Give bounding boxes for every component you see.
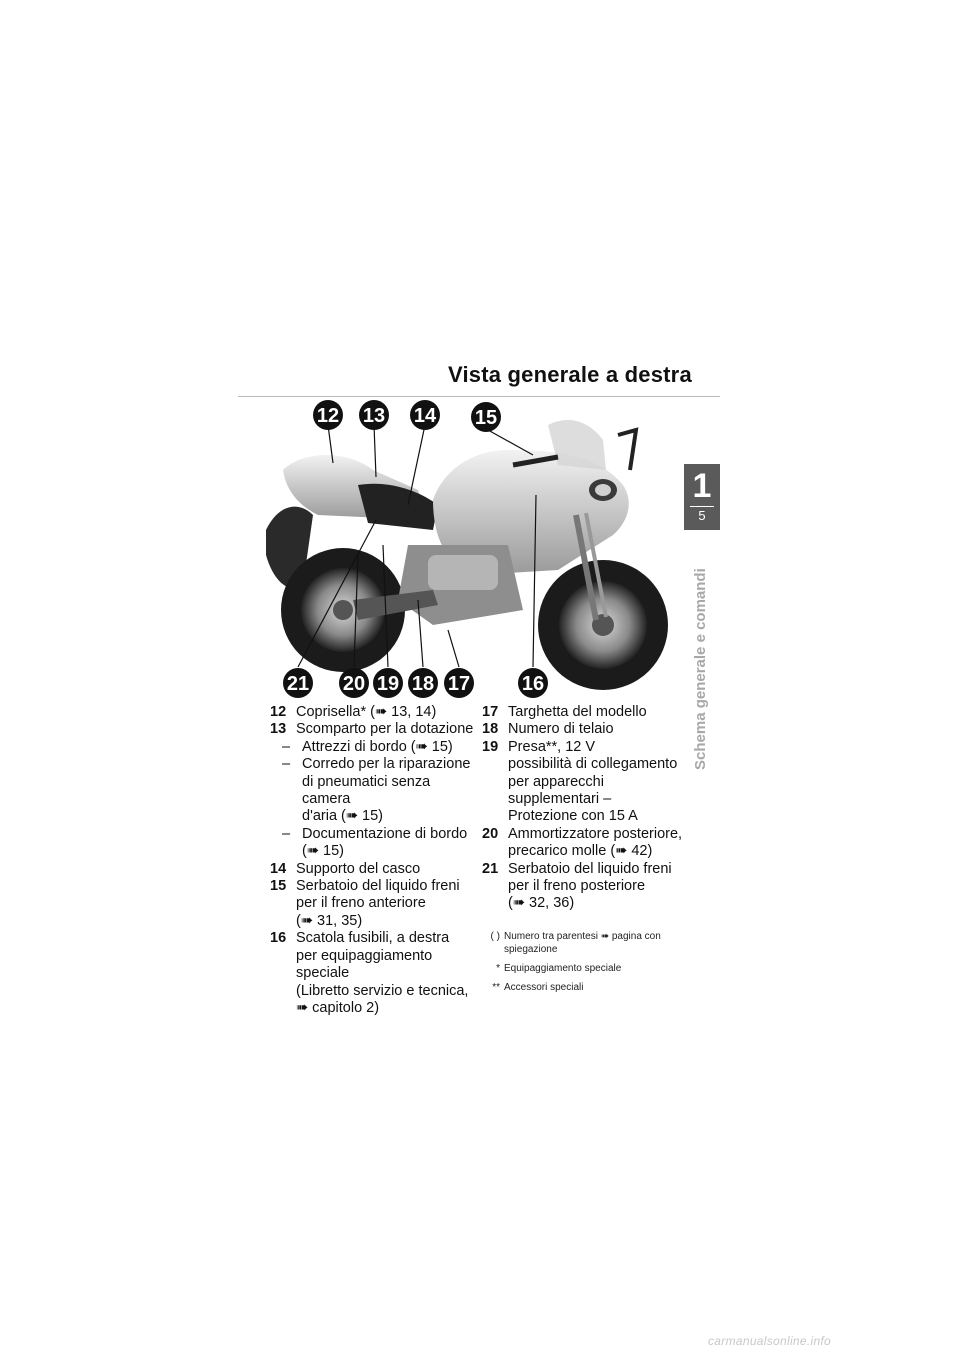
footer-watermark: carmanualsonline.info bbox=[708, 1334, 832, 1348]
list-subitem: – Documentazione di bordo (➠ 15) bbox=[282, 825, 468, 860]
svg-text:21: 21 bbox=[286, 673, 310, 695]
svg-text:12: 12 bbox=[316, 405, 340, 427]
svg-text:13: 13 bbox=[362, 405, 386, 427]
list-subitem: – Corredo per la riparazione di pneumatici senza camera d'aria (➠ 15) bbox=[282, 756, 471, 825]
callout-19 bbox=[373, 668, 403, 698]
list-item-12: 12 Coprisella* (➠ 13, 14) bbox=[270, 704, 437, 720]
motorcycle-photo bbox=[258, 395, 678, 700]
svg-text:17: 17 bbox=[447, 673, 471, 695]
svg-text:14: 14 bbox=[413, 405, 437, 427]
list-item-20: 20 Ammortizzatore posteriore, precarico molle (➠ 42) bbox=[482, 825, 683, 860]
callout-12 bbox=[313, 400, 343, 430]
page-title: Vista generale a destra bbox=[448, 362, 692, 387]
list-item-17: 17 Targhetta del modello bbox=[482, 704, 647, 720]
callout-17 bbox=[444, 668, 474, 698]
legend-list-left bbox=[270, 704, 480, 1017]
callout-14 bbox=[410, 400, 440, 430]
page-number: 5 bbox=[698, 508, 706, 523]
svg-text:18: 18 bbox=[411, 673, 435, 695]
callout-21 bbox=[283, 668, 313, 698]
list-item-13: 13 Scomparto per la dotazione bbox=[270, 721, 474, 738]
list-item-19: 19 Presa**, 12 V possibilità di collegamento per apparecchi supplementari – Protezione con 15 A bbox=[482, 738, 678, 825]
callout-18 bbox=[408, 668, 438, 698]
svg-text:19: 19 bbox=[376, 673, 400, 695]
seat bbox=[358, 484, 438, 530]
legend-row-double-asterisk: ** Accessori speciali bbox=[492, 982, 584, 993]
legend-list-right bbox=[482, 704, 702, 913]
callout-20 bbox=[339, 668, 369, 698]
list-item-15: 15 Serbatoio del liquido freni per il freno anteriore (➠ 31, 35) bbox=[270, 878, 460, 929]
callout-16 bbox=[518, 668, 548, 698]
list-item-16: 16 Scatola fusibili, a destra per equipaggiamento speciale (Libretto servizio e tecnica, ➠ capitolo 2) bbox=[270, 930, 469, 1016]
list-item-18: 18 Numero di telaio bbox=[482, 721, 614, 738]
svg-text:20: 20 bbox=[342, 673, 366, 695]
svg-text:16: 16 bbox=[521, 673, 545, 695]
legend-row-asterisk: * Equipaggiamento speciale bbox=[496, 963, 622, 974]
list-item-14: 14 Supporto del casco bbox=[270, 860, 421, 877]
list-item-21: 21 Serbatoio del liquido freni per il freno posteriore (➠ 32, 36) bbox=[482, 860, 672, 912]
legend-row-parentheses: ( ) Numero tra parentesi ➠ pagina con spiegazione bbox=[490, 931, 661, 955]
list-subitem: – Attrezzi di bordo (➠ 15) bbox=[282, 738, 453, 755]
svg-text:15: 15 bbox=[474, 407, 498, 429]
chapter-number: 1 bbox=[692, 467, 712, 505]
chapter-tab bbox=[684, 464, 720, 530]
chapter-divider bbox=[690, 506, 714, 507]
callout-13 bbox=[359, 400, 389, 430]
callout-15 bbox=[471, 402, 501, 432]
chapter-side-label: Schema generale e comandi bbox=[692, 568, 709, 770]
symbol-legend bbox=[482, 930, 702, 1000]
